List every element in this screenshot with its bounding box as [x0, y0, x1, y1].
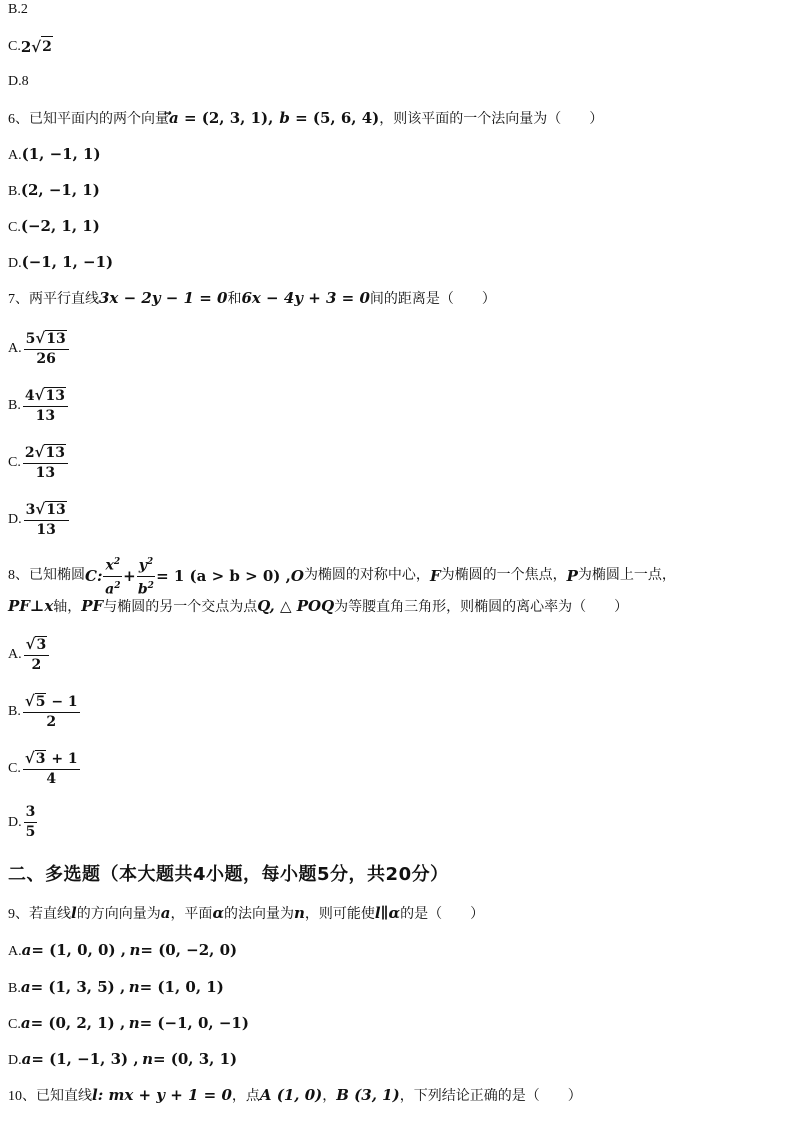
sqrt-expression: √ 2 [31, 38, 52, 56]
vector-a: a [169, 109, 179, 127]
fraction: $\frac{4√13}{13}$ [23, 387, 68, 425]
vector-b: b [279, 109, 290, 127]
q8-stem-line2: PF⊥x轴，PF与椭圆的另一个交点为点Q, △ POQ为等腰直角三角形，则椭圆的离心率为（ ） [8, 597, 629, 615]
q8-option-d: D. $\frac{3}{5}$ [8, 804, 36, 840]
coefficient: 2 [20, 37, 32, 56]
q6-stem: 6、已知平面内的两个向量a = (2, 3, 1), b = (5, 6, 4)，则该平面的一个法向量为（ ） [8, 109, 604, 127]
option-text: D.8 [8, 74, 29, 89]
q7-option-d: D. $\frac{3√13}{13}$ [8, 501, 69, 539]
option-label: C. [8, 38, 21, 54]
q9-stem: 9、若直线l的方向向量为a，平面α的法向量为n，则可能使l∥α的是（ ） [8, 904, 485, 922]
q9-option-c: C.a= (0, 2, 1) , n= (−1, 0, −1) [8, 1014, 249, 1032]
q7-option-a: A. $\frac{5√13}{26}$ [8, 330, 69, 368]
q6-option-d: D.(−1, 1, −1) [8, 253, 114, 271]
q8-stem-line1: 8、已知椭圆 C: $\frac{x^2}{a^2}$ + $\frac{y^2}{b^2}$ = 1 (a > b > 0) , O 为椭圆的对称中心， F 为椭圆的一个焦点， P 为椭圆上一点， [8, 556, 676, 596]
q7-option-c: C. $\frac{2√13}{13}$ [8, 444, 68, 482]
q7-stem: 7、两平行直线3x − 2y − 1 = 0和6x − 4y + 3 = 0间的距离是（ ） [8, 289, 496, 307]
option-text: B.2 [8, 2, 28, 17]
fraction: $\frac{√5 - 1}{2}$ [24, 692, 78, 730]
q7-option-b: B. $\frac{4√13}{13}$ [8, 387, 68, 425]
fraction: $\frac{2√13}{13}$ [23, 444, 68, 482]
ellipse-y-term: $\frac{y^2}{b^2}$ [137, 554, 155, 598]
fraction: $\frac{3√13}{13}$ [24, 501, 69, 539]
q5-option-b [8, 0, 28, 20]
q8-option-b: B. $\frac{√5 - 1}{2}$ [8, 692, 78, 730]
q10-stem: 10、已知直线l: mx + y + 1 = 0，点A (1, 0)，B (3, 1)，下列结论正确的是（ ） [8, 1086, 582, 1104]
section-heading: 二、多选题（本大题共4小题，每小题5分，共20分） [8, 864, 449, 885]
q9-option-d: D.a= (1, −1, 3) , n= (0, 3, 1) [8, 1050, 238, 1068]
fraction: $\frac{5√13}{26}$ [24, 330, 69, 368]
q6-option-b: B.(2, −1, 1) [8, 181, 100, 199]
q8-option-a: A. $\frac{√3}{2}$ [8, 636, 49, 674]
q5-option-c [8, 36, 53, 57]
line-equation-2: 6x − 4y + 3 = 0 [241, 289, 370, 307]
q8-option-c: C. $\frac{√3 + 1}{4}$ [8, 749, 78, 787]
q6-option-c: C.(−2, 1, 1) [8, 217, 100, 235]
q5-option-d [8, 72, 29, 92]
fraction: $\frac{√3}{2}$ [24, 636, 50, 674]
fraction: $\frac{√3 + 1}{4}$ [24, 749, 78, 787]
fraction: $\frac{3}{5}$ [25, 804, 36, 840]
ellipse-x-term: $\frac{x^2}{a^2}$ [103, 554, 122, 598]
q9-option-b: B.a= (1, 3, 5) , n= (1, 0, 1) [8, 978, 224, 996]
q6-option-a: A.(1, −1, 1) [8, 145, 101, 163]
line-equation-1: 3x − 2y − 1 = 0 [99, 289, 228, 307]
q9-option-a: A.a= (1, 0, 0) , n= (0, −2, 0) [8, 941, 238, 959]
